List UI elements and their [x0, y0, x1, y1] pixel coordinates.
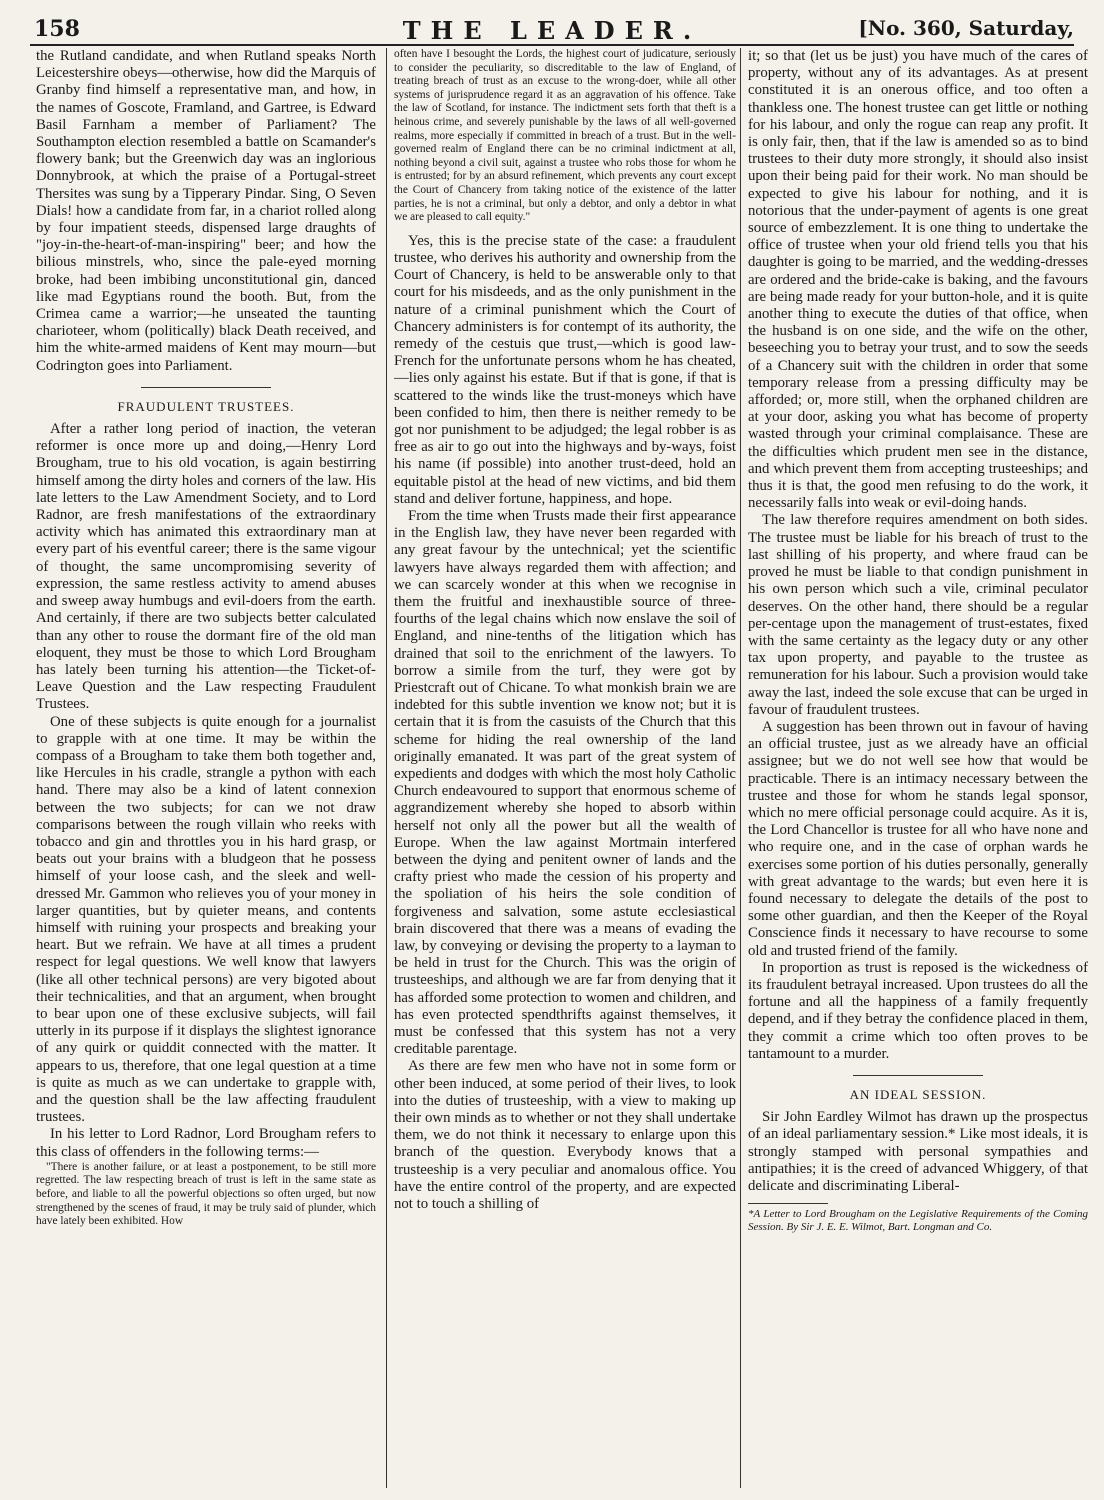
- quote-text: often have I besought the Lords, the highest court of judicature, seriously to consider the peculiarity, so discreditable to the law of England, of treating breach of trust as an excuse to the wrong-doer, while all other systems of jurisprudence regard it as an aggravation of his offence. Take the law of Scotland, for instance. The indictment sets forth that theft is a heinous crime, and severely punishable by the laws of all well-governed realms, more especially if committed in breach of a trust. But in the well-governed realm of England there can be no criminal indictment at all, nothing beyond a civil suit, against a trustee who robs those for whom he is entrusted; for by an absurd refinement, which prevents any court except the Court of Chancery from taking notice of the existence of the latter parties, he is not a criminal, but only a debtor, and only a debtor in what we are pleased to call equity.": [394, 48, 736, 224]
- article-heading: AN IDEAL SESSION.: [849, 1086, 987, 1102]
- footnote: *A Letter to Lord Brougham on the Legislative Requirements of the Coming Session. By Sir J. E. E. Wilmot, Bart. Longman and Co.: [748, 1208, 1088, 1234]
- section-divider: [853, 1075, 983, 1076]
- paragraph: From the time when Trusts made their first appearance in the English law, they have never been regarded with any great favour by the untechnical; yet the scientific lawyers have always regarded them with affection; and we can scarcely wonder at this when we recognise in them the fruitful and inexhaustible source of three-fourths of the legal chains which now enslave the soil of England, and nine-tenths of the litigation which has drained that soil to the enrichment of the lawyers. To borrow a simile from the turf, they were got by Priestcraft out of Chicane. To what monkish brain we are indebted for this subtle invention we know not; but it is certain that it is from the casuists of the Church that this scheme for hiding the real ownership of the land originally emanated. It was part of the great system of expedients and dodges with which the most holy Catholic Church endeavoured to support that enormous scheme of aggrandizement whereby she hoped to absorb within herself not only all the power but all the wealth of Europe. When the law against Mortmain interfered between the dying and penitent owner of lands and the crafty priest who made the cession of his property and the spoliation of his heirs the sole condition of forgiveness and salvation, some astute ecclesiastical brain discovered that there was a means of evading the law, by conveying or devising the property to a layman to be held in trust for the Church. This was the origin of trusteeships, and although we are far from denying that it has afforded some protection to women and children, and has even protected spendthrifts against themselves, it must be confessed that this system has not a very creditable parentage.: [394, 507, 736, 1058]
- block-quote: [36, 1161, 376, 1229]
- column-rule: [740, 48, 741, 1488]
- paragraph: In his letter to Lord Radnor, Lord Brougham refers to this class of offenders in the following terms:—: [36, 1126, 376, 1160]
- paragraph: Sir John Eardley Wilmot has drawn up the prospectus of an ideal parliamentary session.* Like most ideals, it is strongly stamped with personal sympathies and antipathies; it is the creed of advanced Whiggery, of that delicate and discriminating Liberal-: [748, 1109, 1088, 1194]
- column-rule: [386, 48, 387, 1488]
- paragraph: In proportion as trust is reposed is the wickedness of its fraudulent betrayal increased. Upon trustees do all the fortune and all the happiness of a family frequently depend, and if they betray the confidence placed in them, they commit a crime which too often proves to be tantamount to a murder.: [748, 959, 1088, 1062]
- paragraph: The law therefore requires amendment on both sides. The trustee must be liable for his breach of trust to the last shilling of his property, and where fraud can be proved he must be liable to that condign punishment in his own person which such a vile, criminal peculator deserves. On the other hand, there should be a regular per-centage upon the management of trust-estates, fixed with the same certainty as the legacy duty or any other tax upon property, and payable to the trustee as remuneration for his labour. Such a provision would take away the last, indeed the sole excuse that can be urged in favour of fraudulent trustees.: [748, 512, 1088, 718]
- paragraph: After a rather long period of inaction, the veteran reformer is once more up and doing,—Henry Lord Brougham, true to his old vocation, is again bestirring himself among the dirty holes and corners of the law. His late letters to the Law Amendment Society, and to Lord Radnor, are fresh manifestations of the extraordinary activity which has animated this extraordinary man at every part of his eventful career; there is the same vigour of thought, the same uncompromising severity of expression, the same restless activity to amend abuses and sweep away humbugs and evil-doers from the earth. And certainly, if there are two subjects better calculated than any other to rouse the dormant fire of the old man eloquent, they must be those to which Lord Brougham has lately been turning his attention—the Ticket-of-Leave Question and the Law respecting Fraudulent Trustees.: [36, 421, 376, 713]
- section-divider: [141, 387, 271, 388]
- newspaper-title: THE LEADER.: [402, 16, 702, 45]
- footnote-rule: [748, 1203, 828, 1204]
- quote-text: "There is another failure, or at least a postponement, to be still more regretted. The law respecting breach of trust is left in the same state as before, and liable to all the powerful objections so often urged, but now strengthened by the scenes of fraud, it may be truly said of plunder, which have lately been exhibited. How: [36, 1160, 376, 1228]
- column-3: [748, 48, 1088, 1488]
- paragraph: One of these subjects is quite enough for a journalist to grapple with at one time. It may be within the compass of a Brougham to take them both together and, like Hercules in his cradle, strangle a python with each hand. There may also be a kind of latent connexion between the two subjects; for can we not draw comparisons between the rough villain who reeks with tobacco and gin and throttles you in his hard grasp, or beats out your brains with a bludgeon that he possess himself of your loose cash, and the sleek and well-dressed Mr. Gammon who relieves you of your money in larger quantities, but by quieter means, and contents himself with ruining your prospects and breaking your heart. But we refrain. We have at all times a prudent respect for legal questions. We well know that lawyers (like all other technical persons) are very bigoted about their technicalities, and that an argument, when brought to bear upon one of these exclusive subjects, will fail utterly in its purpose if it displays the slightest ignorance of any quirk or quiddit connected with the matter. It appears to us, therefore, that one legal question at a time is quite as much as we can undertake to grapple with, and the question shall be the law affecting fraudulent trustees.: [36, 713, 376, 1126]
- column-1: [36, 48, 376, 1488]
- column-2: [394, 48, 736, 1488]
- article-continuation: the Rutland candidate, and when Rutland speaks North Leicestershire obeys—otherwise, how did the Marquis of Granby find himself a representative man, and how, in the names of Goscote, Framland, and Gartree, is Edward Basil Farnham a member of Parliament? The Southampton election resembled a battle on Scamander's flowery bank; but the Greenwich day was an inglorious Donnybrook, at which the praise of a Portugal-street Thersites was sung by a Tipperary Pindar. Sing, O Seven Dials! how a candidate from far, in a chariot rolled along by four impatient steeds, dispensed large draughts of "joy-in-the-heart-of-man-inspiring" beer; and how the bilious minstrels, who, since the pale-eyed morning broke, had been imbibing unconstitutional gin, danced like mad Egyptians round the booth. But, from the Crimea came a warrior;—he unseated the taunting charioteer, whom (politically) black Death received, and him the white-armed maidens of Kent may mourn—but Codrington goes into Parliament.: [36, 48, 376, 374]
- masthead: [30, 12, 1074, 46]
- issue-number: [No. 360, Saturday,: [858, 16, 1074, 40]
- paragraph: A suggestion has been thrown out in favour of having an official trustee, just as we already have an official assignee; but we do not well see how that would be practicable. There is an intimacy necessary between the trustee and those for whom he stands legal sponsor, which no mere official personage could acquire. As it is, the Lord Chancellor is trustee for all who have none and who require one, and in the case of orphan wards he exercises some portion of his duties personally, generally with great advantage to the wards; but even here it is found necessary to delegate the details of the post to some other guardian, and then the Keeper of the Royal Conscience finds it necessary to have recourse to some old and trusted friend of the family.: [748, 718, 1088, 959]
- paragraph: it; so that (let us be just) you have much of the cares of property, without any of its advantages. As at present constituted it is an onerous office, and too often a thankless one. The honest trustee can get little or nothing for his labour, and only the rogue can reap any profit. It is only fair, then, that if the law is amended so as to bind trustees to their duty more strongly, it should also insist upon their being paid for their work. No man should be expected to give his labour for nothing, and it is notorious that the under-payment of agents is one great source of embezzlement. It is one thing to undertake the office of trustee when your old friend tells you that his daughter is going to be married, and the wedding-dresses are ordered and the bride-cake is baking, and the favours are being made ready for your button-hole, and it is quite another thing to execute the duties of that office, when the husband is on one side, and the wife on the other, beseeching you to betray your trust, and to sow the seeds of a Chancery suit with the children in order that some temporary release from a pressing difficulty may be afforded; or, more still, when the orphaned children are at your door, asking you what has become of property wasted through your criminal complaisance. These are the difficulties which prudent men see in the distance, and which prevent them from accepting trusteeships; and thus it is that, the good men refusing to do the work, it necessarily falls into weak or evil-doing hands.: [748, 48, 1088, 512]
- block-quote: [394, 48, 736, 225]
- paragraph: As there are few men who have not in some form or other been induced, at some period of their lives, to look into the duties of trusteeship, with a view to making up their own minds as to whether or not they shall undertake them, we do not think it necessary to enlarge upon this branch of the question. Everybody knows that a trusteeship is a very peculiar and anomalous office. You have the entire control of the property, and are expected not to touch a shilling of: [394, 1058, 736, 1213]
- article-heading: FRAUDULENT TRUSTEES.: [117, 398, 295, 414]
- paragraph: Yes, this is the precise state of the case: a fraudulent trustee, who derives his authority and ownership from the Court of Chancery, is held to be answerable only to that court for his misdeeds, and as the only punishment in the nature of a criminal punishment which the Court of Chancery administers is for contempt of its authority, the remedy of the cestuis que trust,—which is good law-French for the unfortunate persons whom he has cheated,—lies only against his estate. But if that is gone, if that is scattered to the winds like the trust-moneys which have been confided to him, then there is neither remedy to be got nor punishment to be adjudged; the legal robber is as free as air to go out into the highways and by-ways, foist his name (if possible) into another trust-deed, hold an equitable pistol at the head of new victims, and bid them stand and deliver fortune, happiness, and hope.: [394, 232, 736, 507]
- page-number: 158: [34, 16, 80, 42]
